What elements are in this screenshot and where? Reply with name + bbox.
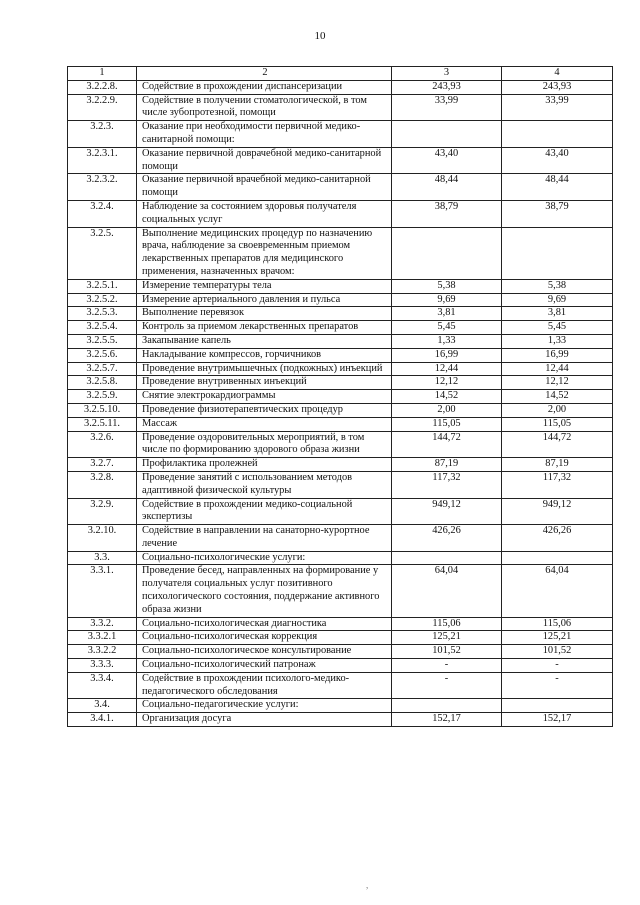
row-code: 3.2.5.10. [68, 403, 137, 417]
row-value-col4: 14,52 [502, 390, 613, 404]
row-value-col4: 16,99 [502, 348, 613, 362]
row-value-col3: 3,81 [392, 307, 502, 321]
row-service-name: Закапывание капель [137, 334, 392, 348]
row-code: 3.2.3. [68, 121, 137, 148]
row-value-col4: 64,04 [502, 565, 613, 617]
header-col-4: 4 [502, 67, 613, 81]
row-code: 3.2.2.9. [68, 94, 137, 121]
row-code: 3.2.5.6. [68, 348, 137, 362]
row-value-col3 [392, 551, 502, 565]
row-value-col3: 125,21 [392, 631, 502, 645]
table-row [68, 645, 613, 659]
row-service-name: Проведение внутримышечных (подкожных) инъекций [137, 362, 392, 376]
row-value-col4: 12,12 [502, 376, 613, 390]
row-value-col4 [502, 121, 613, 148]
row-value-col3: 43,40 [392, 147, 502, 174]
row-code: 3.3. [68, 551, 137, 565]
row-code: 3.2.5.11. [68, 417, 137, 431]
row-value-col3: 101,52 [392, 645, 502, 659]
row-code: 3.2.8. [68, 471, 137, 498]
row-value-col4: 33,99 [502, 94, 613, 121]
scan-mark: , [366, 880, 369, 890]
row-code: 3.2.7. [68, 458, 137, 472]
row-service-name: Проведение занятий с использованием методов адаптивной физической культуры [137, 471, 392, 498]
table-row [68, 699, 613, 713]
row-code: 3.2.5.4. [68, 321, 137, 335]
table-row [68, 565, 613, 617]
table-row [68, 659, 613, 673]
table-row [68, 471, 613, 498]
row-value-col3: 152,17 [392, 713, 502, 727]
table-row [68, 307, 613, 321]
row-value-col4 [502, 551, 613, 565]
row-code: 3.3.2.2 [68, 645, 137, 659]
table-row [68, 279, 613, 293]
row-code: 3.2.5. [68, 227, 137, 279]
table-row [68, 376, 613, 390]
row-value-col3: 115,06 [392, 617, 502, 631]
row-value-col4: 3,81 [502, 307, 613, 321]
row-service-name: Проведение внутривенных инъекций [137, 376, 392, 390]
row-value-col4: 87,19 [502, 458, 613, 472]
row-value-col4: 9,69 [502, 293, 613, 307]
row-service-name: Проведение физиотерапевтических процедур [137, 403, 392, 417]
row-service-name: Содействие в прохождении психолого-медико-педагогического обследования [137, 672, 392, 699]
row-service-name: Содействие в получении стоматологической, в том числе зубопротезной, помощи [137, 94, 392, 121]
row-value-col4: 125,21 [502, 631, 613, 645]
row-code: 3.2.3.1. [68, 147, 137, 174]
row-value-col3: 115,05 [392, 417, 502, 431]
table-row [68, 403, 613, 417]
row-service-name: Социально-педагогические услуги: [137, 699, 392, 713]
row-service-name: Выполнение перевязок [137, 307, 392, 321]
row-service-name: Оказание первичной доврачебной медико-санитарной помощи [137, 147, 392, 174]
row-value-col3: 117,32 [392, 471, 502, 498]
row-service-name: Организация досуга [137, 713, 392, 727]
row-value-col4 [502, 227, 613, 279]
row-code: 3.2.10. [68, 525, 137, 552]
row-service-name: Проведение оздоровительных мероприятий, в том числе по формированию здорового образа жизни [137, 431, 392, 458]
row-value-col4: 1,33 [502, 334, 613, 348]
row-value-col3 [392, 227, 502, 279]
table-header-row [68, 67, 613, 81]
row-value-col3: 87,19 [392, 458, 502, 472]
row-value-col3: 144,72 [392, 431, 502, 458]
row-value-col3: 38,79 [392, 200, 502, 227]
row-value-col4: - [502, 659, 613, 673]
table-row [68, 94, 613, 121]
row-value-col4: 426,26 [502, 525, 613, 552]
row-value-col3: 426,26 [392, 525, 502, 552]
row-service-name: Профилактика пролежней [137, 458, 392, 472]
row-value-col4: 48,44 [502, 174, 613, 201]
table-row [68, 431, 613, 458]
row-value-col4: 5,45 [502, 321, 613, 335]
row-service-name: Снятие электрокардиограммы [137, 390, 392, 404]
row-value-col3 [392, 699, 502, 713]
row-value-col3: 48,44 [392, 174, 502, 201]
row-service-name: Социально-психологические услуги: [137, 551, 392, 565]
row-value-col3 [392, 121, 502, 148]
row-code: 3.2.5.9. [68, 390, 137, 404]
table-row [68, 227, 613, 279]
row-value-col3: 64,04 [392, 565, 502, 617]
row-service-name: Социально-психологический патронаж [137, 659, 392, 673]
row-value-col4: 2,00 [502, 403, 613, 417]
row-code: 3.2.6. [68, 431, 137, 458]
row-value-col3: 12,12 [392, 376, 502, 390]
row-code: 3.2.4. [68, 200, 137, 227]
row-value-col3: 16,99 [392, 348, 502, 362]
row-value-col4: 949,12 [502, 498, 613, 525]
row-value-col4: 43,40 [502, 147, 613, 174]
table-row [68, 321, 613, 335]
row-service-name: Проведение бесед, направленных на формирование у получателя социальных услуг позитивного психологического состояния, поддержание активного образа жизни [137, 565, 392, 617]
row-value-col3: 5,38 [392, 279, 502, 293]
row-code: 3.2.5.8. [68, 376, 137, 390]
table-row [68, 631, 613, 645]
table-row [68, 458, 613, 472]
row-service-name: Массаж [137, 417, 392, 431]
row-value-col4: 152,17 [502, 713, 613, 727]
row-code: 3.2.5.7. [68, 362, 137, 376]
row-service-name: Оказание при необходимости первичной медико-санитарной помощи: [137, 121, 392, 148]
row-code: 3.2.5.5. [68, 334, 137, 348]
row-service-name: Содействие в прохождении медико-социальной экспертизы [137, 498, 392, 525]
row-value-col4: 115,05 [502, 417, 613, 431]
row-service-name: Измерение температуры тела [137, 279, 392, 293]
header-col-2: 2 [137, 67, 392, 81]
row-value-col4: 115,06 [502, 617, 613, 631]
row-value-col3: 33,99 [392, 94, 502, 121]
row-value-col3: 12,44 [392, 362, 502, 376]
table-row [68, 390, 613, 404]
row-value-col3: 9,69 [392, 293, 502, 307]
row-value-col4: 243,93 [502, 80, 613, 94]
table-row [68, 200, 613, 227]
row-code: 3.2.5.2. [68, 293, 137, 307]
table-row [68, 525, 613, 552]
row-code: 3.3.3. [68, 659, 137, 673]
row-value-col3: 1,33 [392, 334, 502, 348]
row-value-col4: 12,44 [502, 362, 613, 376]
row-value-col3: - [392, 659, 502, 673]
row-value-col3: - [392, 672, 502, 699]
row-service-name: Контроль за приемом лекарственных препаратов [137, 321, 392, 335]
row-code: 3.4. [68, 699, 137, 713]
row-service-name: Выполнение медицинских процедур по назначению врача, наблюдение за своевременным приемом лекарственных препаратов для медицинского применения, назначенных врачом: [137, 227, 392, 279]
row-value-col4 [502, 699, 613, 713]
row-code: 3.3.4. [68, 672, 137, 699]
row-code: 3.2.9. [68, 498, 137, 525]
row-value-col3: 2,00 [392, 403, 502, 417]
row-value-col4: 117,32 [502, 471, 613, 498]
row-value-col4: 144,72 [502, 431, 613, 458]
row-code: 3.3.1. [68, 565, 137, 617]
table-row [68, 498, 613, 525]
row-value-col4: 101,52 [502, 645, 613, 659]
header-col-3: 3 [392, 67, 502, 81]
row-service-name: Накладывание компрессов, горчичников [137, 348, 392, 362]
table-row [68, 617, 613, 631]
row-value-col3: 949,12 [392, 498, 502, 525]
row-value-col3: 243,93 [392, 80, 502, 94]
table-row [68, 121, 613, 148]
row-code: 3.2.3.2. [68, 174, 137, 201]
row-code: 3.4.1. [68, 713, 137, 727]
row-service-name: Оказание первичной врачебной медико-санитарной помощи [137, 174, 392, 201]
row-value-col3: 5,45 [392, 321, 502, 335]
table-row [68, 293, 613, 307]
table-row [68, 147, 613, 174]
row-value-col4: - [502, 672, 613, 699]
services-tariff-table [67, 66, 613, 727]
table-row [68, 362, 613, 376]
table-row [68, 672, 613, 699]
table-row [68, 348, 613, 362]
header-col-1: 1 [68, 67, 137, 81]
row-service-name: Наблюдение за состоянием здоровья получателя социальных услуг [137, 200, 392, 227]
table-row [68, 174, 613, 201]
row-service-name: Социально-психологическая коррекция [137, 631, 392, 645]
row-service-name: Измерение артериального давления и пульса [137, 293, 392, 307]
table-row [68, 334, 613, 348]
row-value-col3: 14,52 [392, 390, 502, 404]
row-service-name: Социально-психологическое консультирование [137, 645, 392, 659]
table-row [68, 713, 613, 727]
row-code: 3.2.5.1. [68, 279, 137, 293]
row-code: 3.3.2. [68, 617, 137, 631]
row-code: 3.3.2.1 [68, 631, 137, 645]
row-code: 3.2.2.8. [68, 80, 137, 94]
table-row [68, 551, 613, 565]
table-row [68, 80, 613, 94]
row-code: 3.2.5.3. [68, 307, 137, 321]
row-service-name: Содействие в прохождении диспансеризации [137, 80, 392, 94]
row-value-col4: 38,79 [502, 200, 613, 227]
row-value-col4: 5,38 [502, 279, 613, 293]
table-row [68, 417, 613, 431]
row-service-name: Содействие в направлении на санаторно-курортное лечение [137, 525, 392, 552]
page-number: 10 [314, 30, 326, 42]
row-service-name: Социально-психологическая диагностика [137, 617, 392, 631]
